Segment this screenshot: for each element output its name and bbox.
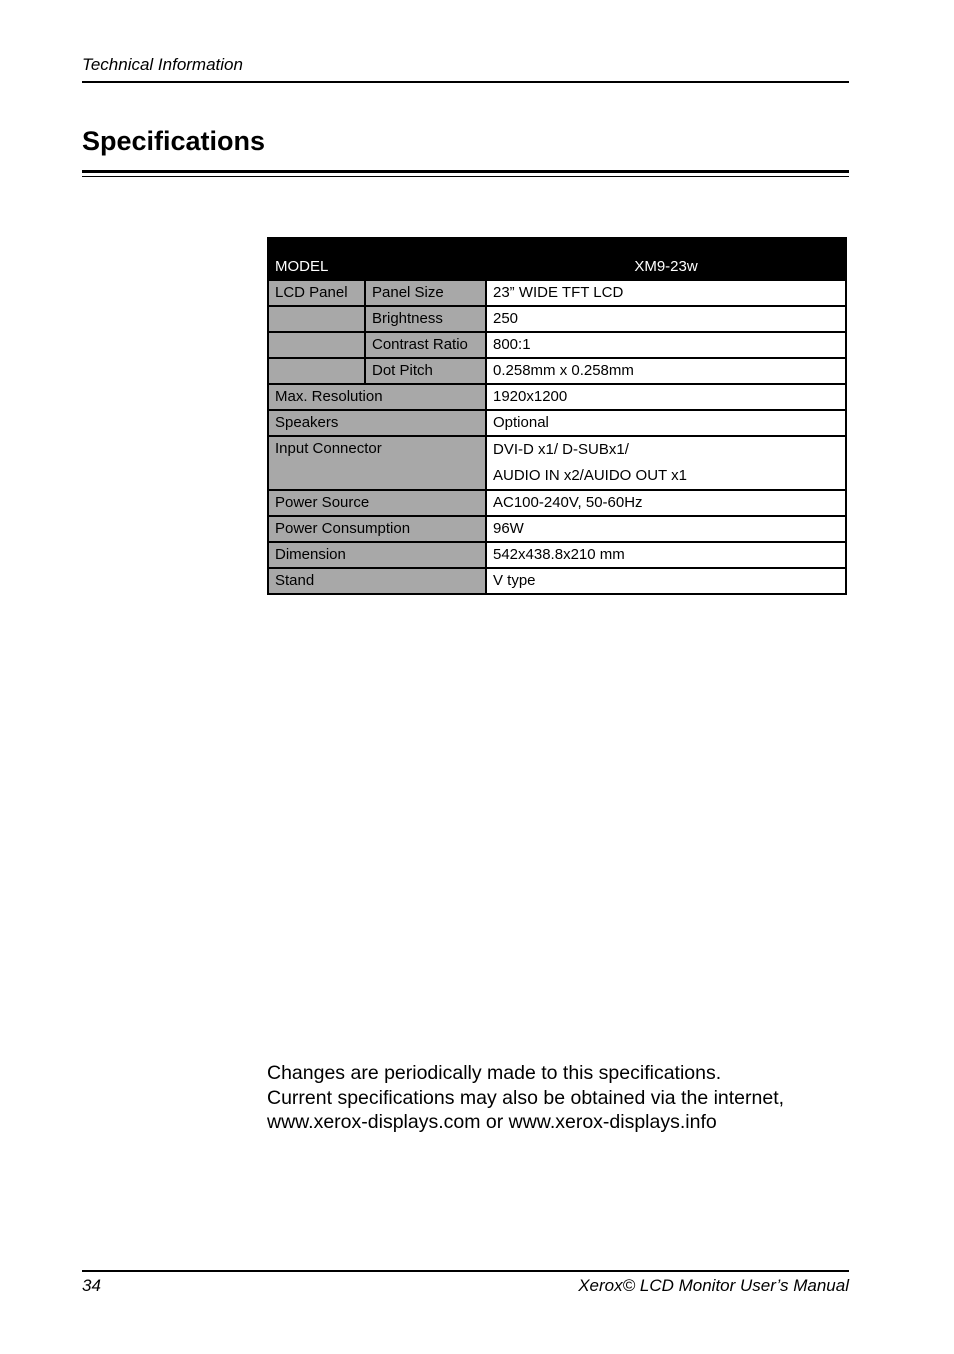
specifications-notice <box>267 1061 784 1135</box>
page-title: Specifications <box>82 126 266 156</box>
input-connector-value <box>486 436 846 490</box>
dot-pitch-value: 0.258mm x 0.258mm <box>486 358 846 384</box>
contrast-ratio-label: Contrast Ratio <box>365 332 486 358</box>
table-row-panel-size <box>268 280 846 306</box>
panel-size-label: Panel Size <box>365 280 486 306</box>
table-row-model <box>268 238 846 280</box>
lcd-panel-label: LCD Panel <box>268 280 365 306</box>
panel-size-value: 23” WIDE TFT LCD <box>486 280 846 306</box>
manual-title: Xerox© LCD Monitor User’s Manual <box>578 1276 849 1295</box>
table-row-power-consumption <box>268 516 846 542</box>
specifications-table <box>267 237 847 595</box>
stand-value: V type <box>486 568 846 594</box>
model-label: MODEL <box>268 238 486 280</box>
table-row-speakers <box>268 410 846 436</box>
contrast-ratio-value: 800:1 <box>486 332 846 358</box>
input-connector-value-line2: AUDIO IN x2/AUIDO OUT x1 <box>493 467 687 484</box>
page-number: 34 <box>82 1276 101 1295</box>
notice-line-3: www.xerox-displays.com or www.xerox-displays.info <box>267 1111 717 1133</box>
lcd-panel-blank-cell <box>268 332 365 358</box>
table-row-dot-pitch <box>268 358 846 384</box>
max-resolution-value: 1920x1200 <box>486 384 846 410</box>
power-source-value: AC100-240V, 50-60Hz <box>486 490 846 516</box>
power-source-label: Power Source <box>268 490 486 516</box>
dot-pitch-label: Dot Pitch <box>365 358 486 384</box>
brightness-label: Brightness <box>365 306 486 332</box>
dimension-label: Dimension <box>268 542 486 568</box>
table-row-power-source <box>268 490 846 516</box>
table-row-input-connector <box>268 436 846 490</box>
title-rule-thin <box>82 176 849 177</box>
footer-rule <box>82 1270 849 1272</box>
model-value: XM9-23w <box>486 238 846 280</box>
dimension-value: 542x438.8x210 mm <box>486 542 846 568</box>
running-header: Technical Information <box>82 55 243 74</box>
title-rule-thick <box>82 170 849 173</box>
notice-line-2: Current specifications may also be obtained via the internet, <box>267 1086 785 1109</box>
brightness-value: 250 <box>486 306 846 332</box>
table-row-contrast-ratio <box>268 332 846 358</box>
table-row-stand <box>268 568 846 594</box>
input-connector-label: Input Connector <box>268 436 486 490</box>
table-row-dimension <box>268 542 846 568</box>
speakers-value: Optional <box>486 410 846 436</box>
table-row-max-resolution <box>268 384 846 410</box>
power-consumption-label: Power Consumption <box>268 516 486 542</box>
table-row-brightness <box>268 306 846 332</box>
lcd-panel-blank-cell <box>268 306 365 332</box>
max-resolution-label: Max. Resolution <box>268 384 486 410</box>
input-connector-value-line1: DVI-D x1/ D-SUBx1/ <box>493 441 629 458</box>
stand-label: Stand <box>268 568 486 594</box>
header-rule <box>82 81 849 83</box>
notice-line-1: Changes are periodically made to this specifications. <box>267 1062 722 1084</box>
power-consumption-value: 96W <box>486 516 846 542</box>
lcd-panel-blank-cell <box>268 358 365 384</box>
speakers-label: Speakers <box>268 410 486 436</box>
